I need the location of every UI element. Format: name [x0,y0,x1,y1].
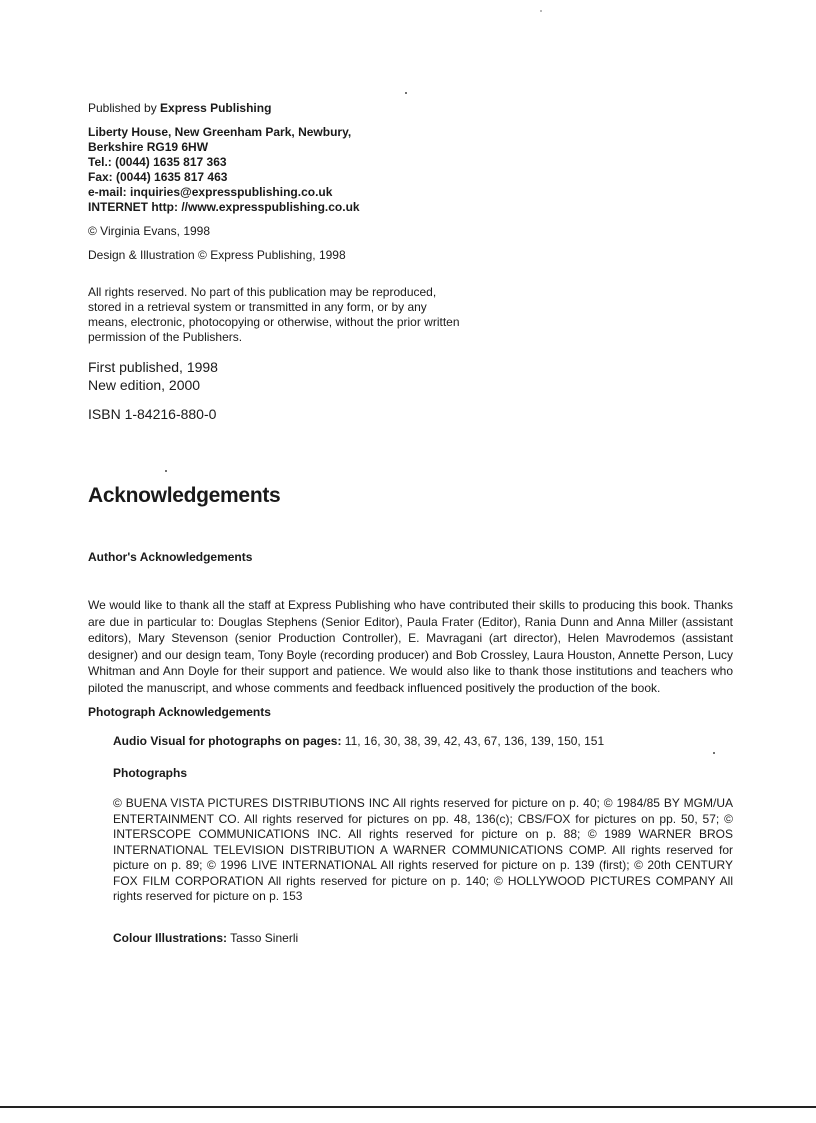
audio-visual-label: Audio Visual for photographs on pages: [113,734,342,748]
new-edition-line: New edition, 2000 [88,377,201,393]
authors-acknowledgements-heading: Author's Acknowledgements [88,550,253,564]
photographs-credits-text: © BUENA VISTA PICTURES DISTRIBUTIONS INC All rights reserved for picture on p. 40; © 1984/85 BY MGM/UA ENTERTAINMENT CO. All rights reserved for pictures on pp. 48, 136(c); CBS/FOX for pictures on pp. 50, 57; © INTERSCOPE COMMUNICATIONS INC. All rights reserved for picture on p. 88; © 1989 WARNER BROS INTERNATIONAL TELEVISION DISTRIBUTION A WARNER COMMUNICATIONS COMP. All rights reserved for picture on p. 89; © 1996 LIVE INTERNATIONAL All rights reserved for picture on p. 139 (first); © 20th CENTURY FOX FILM CORPORATION All rights reserved for picture on p. 140; © HOLLYWOOD PICTURES COMPANY All rights reserved for picture on p. 153 [113,796,733,903]
audio-visual-credit [113,734,733,748]
scan-speck [165,470,167,472]
address-line: Liberty House, New Greenham Park, Newbury, [88,125,352,139]
scan-speck [713,752,715,754]
photograph-acknowledgements-heading: Photograph Acknowledgements [88,705,271,719]
fax-line: Fax: (0044) 1635 817 463 [88,170,228,184]
rights-reserved-notice: All rights reserved. No part of this publication may be reproduced, stored in a retrieval system or transmitted in any form, or by any means, electronic, photocopying or otherwise, without the prior written permission of the Publishers. [88,285,460,344]
colour-illustrations-label: Colour Illustrations: [113,931,227,945]
acknowledgements-heading: Acknowledgements [88,484,281,507]
scan-speck [405,92,407,94]
scan-speck [540,10,542,12]
publisher-address [88,125,468,215]
first-published-line: First published, 1998 [88,359,218,375]
isbn-line: ISBN 1-84216-880-0 [88,406,217,422]
colour-illustrations-name: Tasso Sinerli [227,931,299,945]
photographs-heading: Photographs [113,766,187,780]
address-line: Berkshire RG19 6HW [88,140,209,154]
authors-acknowledgements-text: We would like to thank all the staff at Express Publishing who have contributed their skills to producing this book. Thanks are due in particular to: Douglas Stephens (Senior Editor), Paula Frater (Editor), Rania Dunn and Anna Miller (assistant editors), Mary Stevenson (senior Production Controller), E. Mavragani (art director), Helen Mavrodemos (assistant designer) and our design team, Tony Boyle (recording producer) and Bob Crossley, Laura Houston, Annette Person, Lucy Whitman and Ann Doyle for their support and patience. We would also like to thank those institutions and teachers who piloted the manuscript, and whose comments and feedback influenced positively the production of the book. [88,598,733,695]
colour-illustrations-credit [113,931,733,945]
publisher-name: Express Publishing [160,101,272,115]
email-line: e-mail: inquiries@expresspublishing.co.uk [88,185,333,199]
page-bottom-rule [0,1106,816,1108]
audio-visual-pages: 11, 16, 30, 38, 39, 42, 43, 67, 136, 139, 150, 151 [341,734,605,748]
telephone-line: Tel.: (0044) 1635 817 363 [88,155,227,169]
photographs-section [113,766,733,905]
internet-line: INTERNET http: //www.expresspublishing.co.uk [88,200,360,214]
author-copyright: © Virginia Evans, 1998 [88,224,211,238]
published-by-prefix: Published by [88,101,161,115]
published-by-line [88,101,468,116]
design-copyright: Design & Illustration © Express Publishing, 1998 [88,248,346,262]
publisher-block [88,101,468,422]
